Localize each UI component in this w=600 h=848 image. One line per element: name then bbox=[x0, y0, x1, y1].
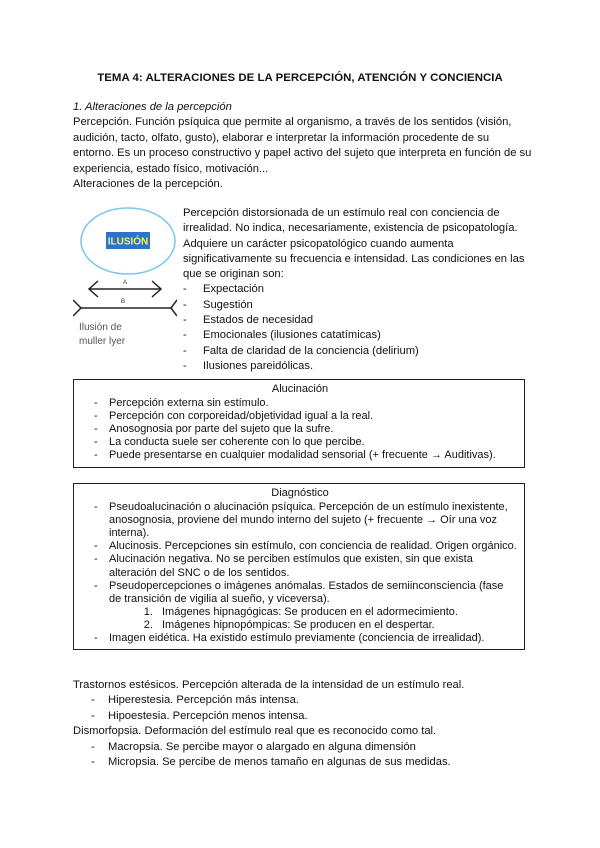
list-item bbox=[82, 580, 518, 606]
other-disorders-section bbox=[73, 678, 533, 770]
list-item: - Imagen eidética. Ha existido estímulo previamente (conciencia de irrealidad). bbox=[82, 632, 518, 645]
diagnostico-title: Diagnóstico bbox=[271, 487, 329, 499]
list-item: - Expectación bbox=[183, 282, 528, 297]
list-item: 1. Imágenes hipnagógicas: Se producen en el adormecimiento. bbox=[156, 606, 518, 619]
illusion-definition: Percepción distorsionada de un estímulo real con conciencia de irrealidad. No indica, necesariamente, existencia de psicopatología. Adquiere un carácter psicopatológico cuando aumenta significativamente su frecuencia e intensidad. Las condiciones en las que se originan son: bbox=[183, 207, 525, 281]
line-b-right-fins bbox=[171, 300, 177, 316]
perception-definition: Percepción. Función psíquica que permite al organismo, a través de los sentidos (visión, audición, tacto, olfato, gusto), elaborar e interpretar la información procedente de su entorno. Es un proceso constructivo y papel activo del sujeto que interpreta en función de su experiencia, estado físico, motivación... bbox=[73, 116, 532, 175]
list-item: - Macropsia. Se percibe mayor o alargado en alguna dimensión bbox=[73, 740, 533, 755]
figure-caption-line2: muller lyer bbox=[79, 336, 126, 347]
alucinacion-box bbox=[73, 379, 525, 468]
list-item: 2. Imágenes hipnopómpicas: Se producen en el despertar. bbox=[156, 619, 518, 632]
alucinacion-list bbox=[82, 397, 518, 462]
list-item: - Alucinación negativa. No se perciben estímulos que existen, sin que exista alteración del SNC o de los sentidos. bbox=[82, 553, 518, 579]
list-item: - Micropsia. Se percibe de menos tamaño en algunas de sus medidas. bbox=[73, 755, 533, 770]
page-title: TEMA 4: ALTERACIONES DE LA PERCEPCIÓN, ATENCIÓN Y CONCIENCIA bbox=[97, 72, 503, 84]
dismorfopsia-list bbox=[73, 740, 533, 771]
perception-subheading: Alteraciones de la percepción. bbox=[73, 178, 223, 191]
dismorfopsia-definition: Dismorfopsia. Deformación del estímulo real que es reconocido como tal. bbox=[73, 725, 437, 738]
list-item: - Ilusiones pareidólicas. bbox=[183, 359, 528, 374]
list-item: - Alucinosis. Percepciones sin estímulo, con conciencia de realidad. Origen orgánico. bbox=[82, 540, 518, 553]
illusion-label: ILUSIÓN bbox=[107, 236, 149, 248]
list-item: - Emocionales (ilusiones catatímicas) bbox=[183, 328, 528, 343]
section-heading: 1. Alteraciones de la percepción bbox=[73, 101, 232, 113]
estesicos-list bbox=[73, 693, 533, 724]
illusion-conditions-list bbox=[183, 282, 528, 374]
diagnostico-box bbox=[73, 483, 525, 650]
muller-lyer-illustration bbox=[73, 205, 177, 350]
list-item: - Puede presentarse en cualquier modalidad sensorial (+ frecuente → Auditivas). bbox=[82, 449, 518, 462]
pseudopercepciones-text: Pseudopercepciones o imágenes anómalas. Estados de semiinconsciencia (fase de transición de vigilia al sueño, y viceversa). bbox=[109, 579, 504, 605]
estesicos-definition: Trastornos estésicos. Percepción alterada de la intensidad de un estímulo real. bbox=[73, 679, 465, 691]
list-item: - Percepción con corporeidad/objetividad igual a la real. bbox=[82, 410, 518, 423]
line-b-label: B bbox=[120, 299, 126, 305]
line-b-left-fins bbox=[73, 300, 81, 316]
list-item: - Sugestión bbox=[183, 298, 528, 313]
figure-caption-line1: Ilusión de bbox=[79, 322, 122, 333]
line-a-label: A bbox=[122, 280, 128, 286]
muller-lyer-figure bbox=[73, 205, 177, 350]
list-item: - Estados de necesidad bbox=[183, 313, 528, 328]
list-item: - La conducta suele ser coherente con lo que percibe. bbox=[82, 436, 518, 449]
section-perception-intro bbox=[73, 100, 533, 192]
alucinacion-title: Alucinación bbox=[271, 383, 329, 395]
list-item: - Falta de claridad de la conciencia (delirium) bbox=[183, 344, 528, 359]
list-item: - Anosognosia por parte del sujeto que la sufre. bbox=[82, 423, 518, 436]
illusion-description bbox=[183, 206, 528, 374]
pseudopercepciones-sublist bbox=[82, 606, 518, 632]
list-item: - Pseudoalucinación o alucinación psíquica. Percepción de un estímulo inexistente, anosognosia, proviene del mundo interno del sujeto (+ frecuente → Oír una voz interna). bbox=[82, 501, 518, 540]
list-item: - Hipoestesia. Percepción menos intensa. bbox=[73, 709, 533, 724]
list-item: - Hiperestesia. Percepción más intensa. bbox=[73, 693, 533, 708]
diagnostico-list-continued bbox=[82, 632, 518, 645]
diagnostico-list bbox=[82, 501, 518, 606]
list-item: - Percepción externa sin estímulo. bbox=[82, 397, 518, 410]
